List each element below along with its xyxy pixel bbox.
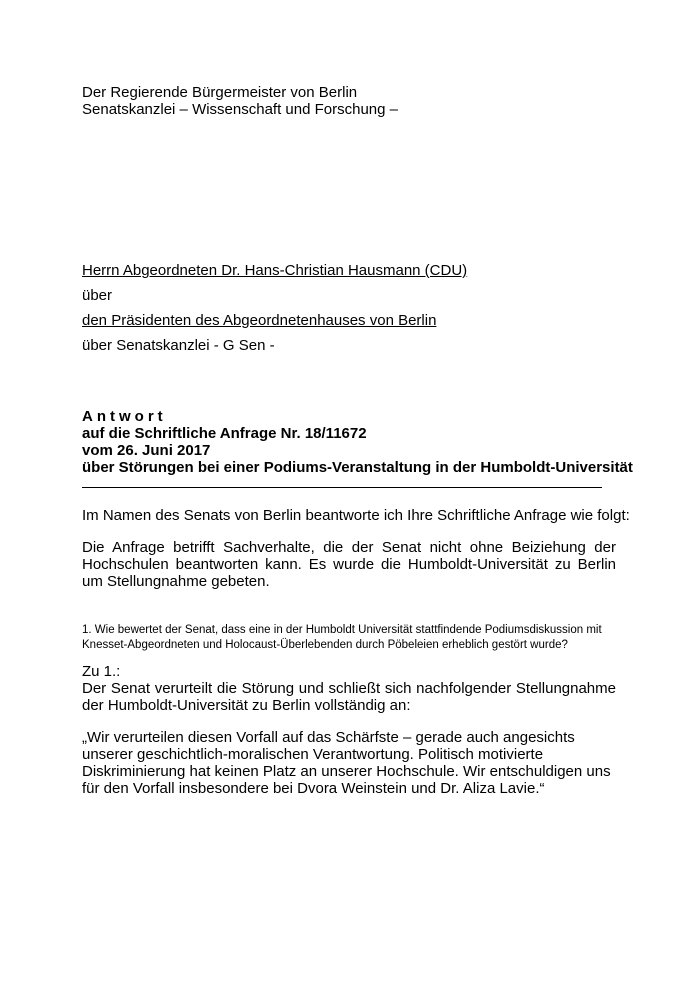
inquiry-subject: über Störungen bei einer Podiums-Veranstaltung in der Humboldt-Universität — [82, 459, 633, 476]
answer-1-label: Zu 1.: — [82, 663, 121, 680]
sender-line-1: Der Regierende Bürgermeister von Berlin — [82, 84, 358, 101]
sender-block — [82, 84, 602, 118]
recipient-name: Herrn Abgeordneten Dr. Hans-Christian Hausmann (CDU) — [82, 262, 468, 279]
separator-rule — [82, 487, 602, 488]
inquiry-date: vom 26. Juni 2017 — [82, 442, 211, 459]
sender-line-2: Senatskanzlei – Wissenschaft und Forschung – — [82, 101, 399, 118]
intro-paragraph: Im Namen des Senats von Berlin beantworte ich Ihre Schriftliche Anfrage wie folgt: — [82, 507, 630, 524]
question-1: 1. Wie bewertet der Senat, dass eine in der Humboldt Universität stattfindende Podiumsdiskussion mit Knesset-Abgeordneten und Holocaust-Überlebenden durch Pöbeleien erheblich gestört wurde? — [82, 624, 602, 651]
answer-heading: Antwort — [82, 408, 167, 425]
inquiry-number: auf die Schriftliche Anfrage Nr. 18/11672 — [82, 425, 367, 442]
recipient-via-2: über Senatskanzlei - G Sen - — [82, 337, 275, 354]
recipient-president: den Präsidenten des Abgeordnetenhauses von Berlin — [82, 312, 437, 329]
context-paragraph: Die Anfrage betrifft Sachverhalte, die der Senat nicht ohne Beiziehung der Hochschulen beantworten kann. Es wurde die Humboldt-Universität zu Berlin um Stellungnahme gebeten. — [82, 539, 616, 590]
university-quote: „Wir verurteilen diesen Vorfall auf das Schärfste – gerade auch angesichts unserer geschichtlich-moralischen Verantwortung. Politisch motivierte Diskriminierung hat keinen Platz an unserer Hochschule. Wir entschuldigen uns für den Vorfall insbesondere bei Dvora Weinstein und Dr. Aliza Lavie.“ — [82, 729, 611, 797]
answer-1-text: Der Senat verurteilt die Störung und schließt sich nachfolgender Stellungnahme der Humboldt-Universität zu Berlin vollständig an: — [82, 680, 616, 714]
answer-title-block — [82, 408, 633, 476]
recipient-via-1: über — [82, 287, 113, 304]
